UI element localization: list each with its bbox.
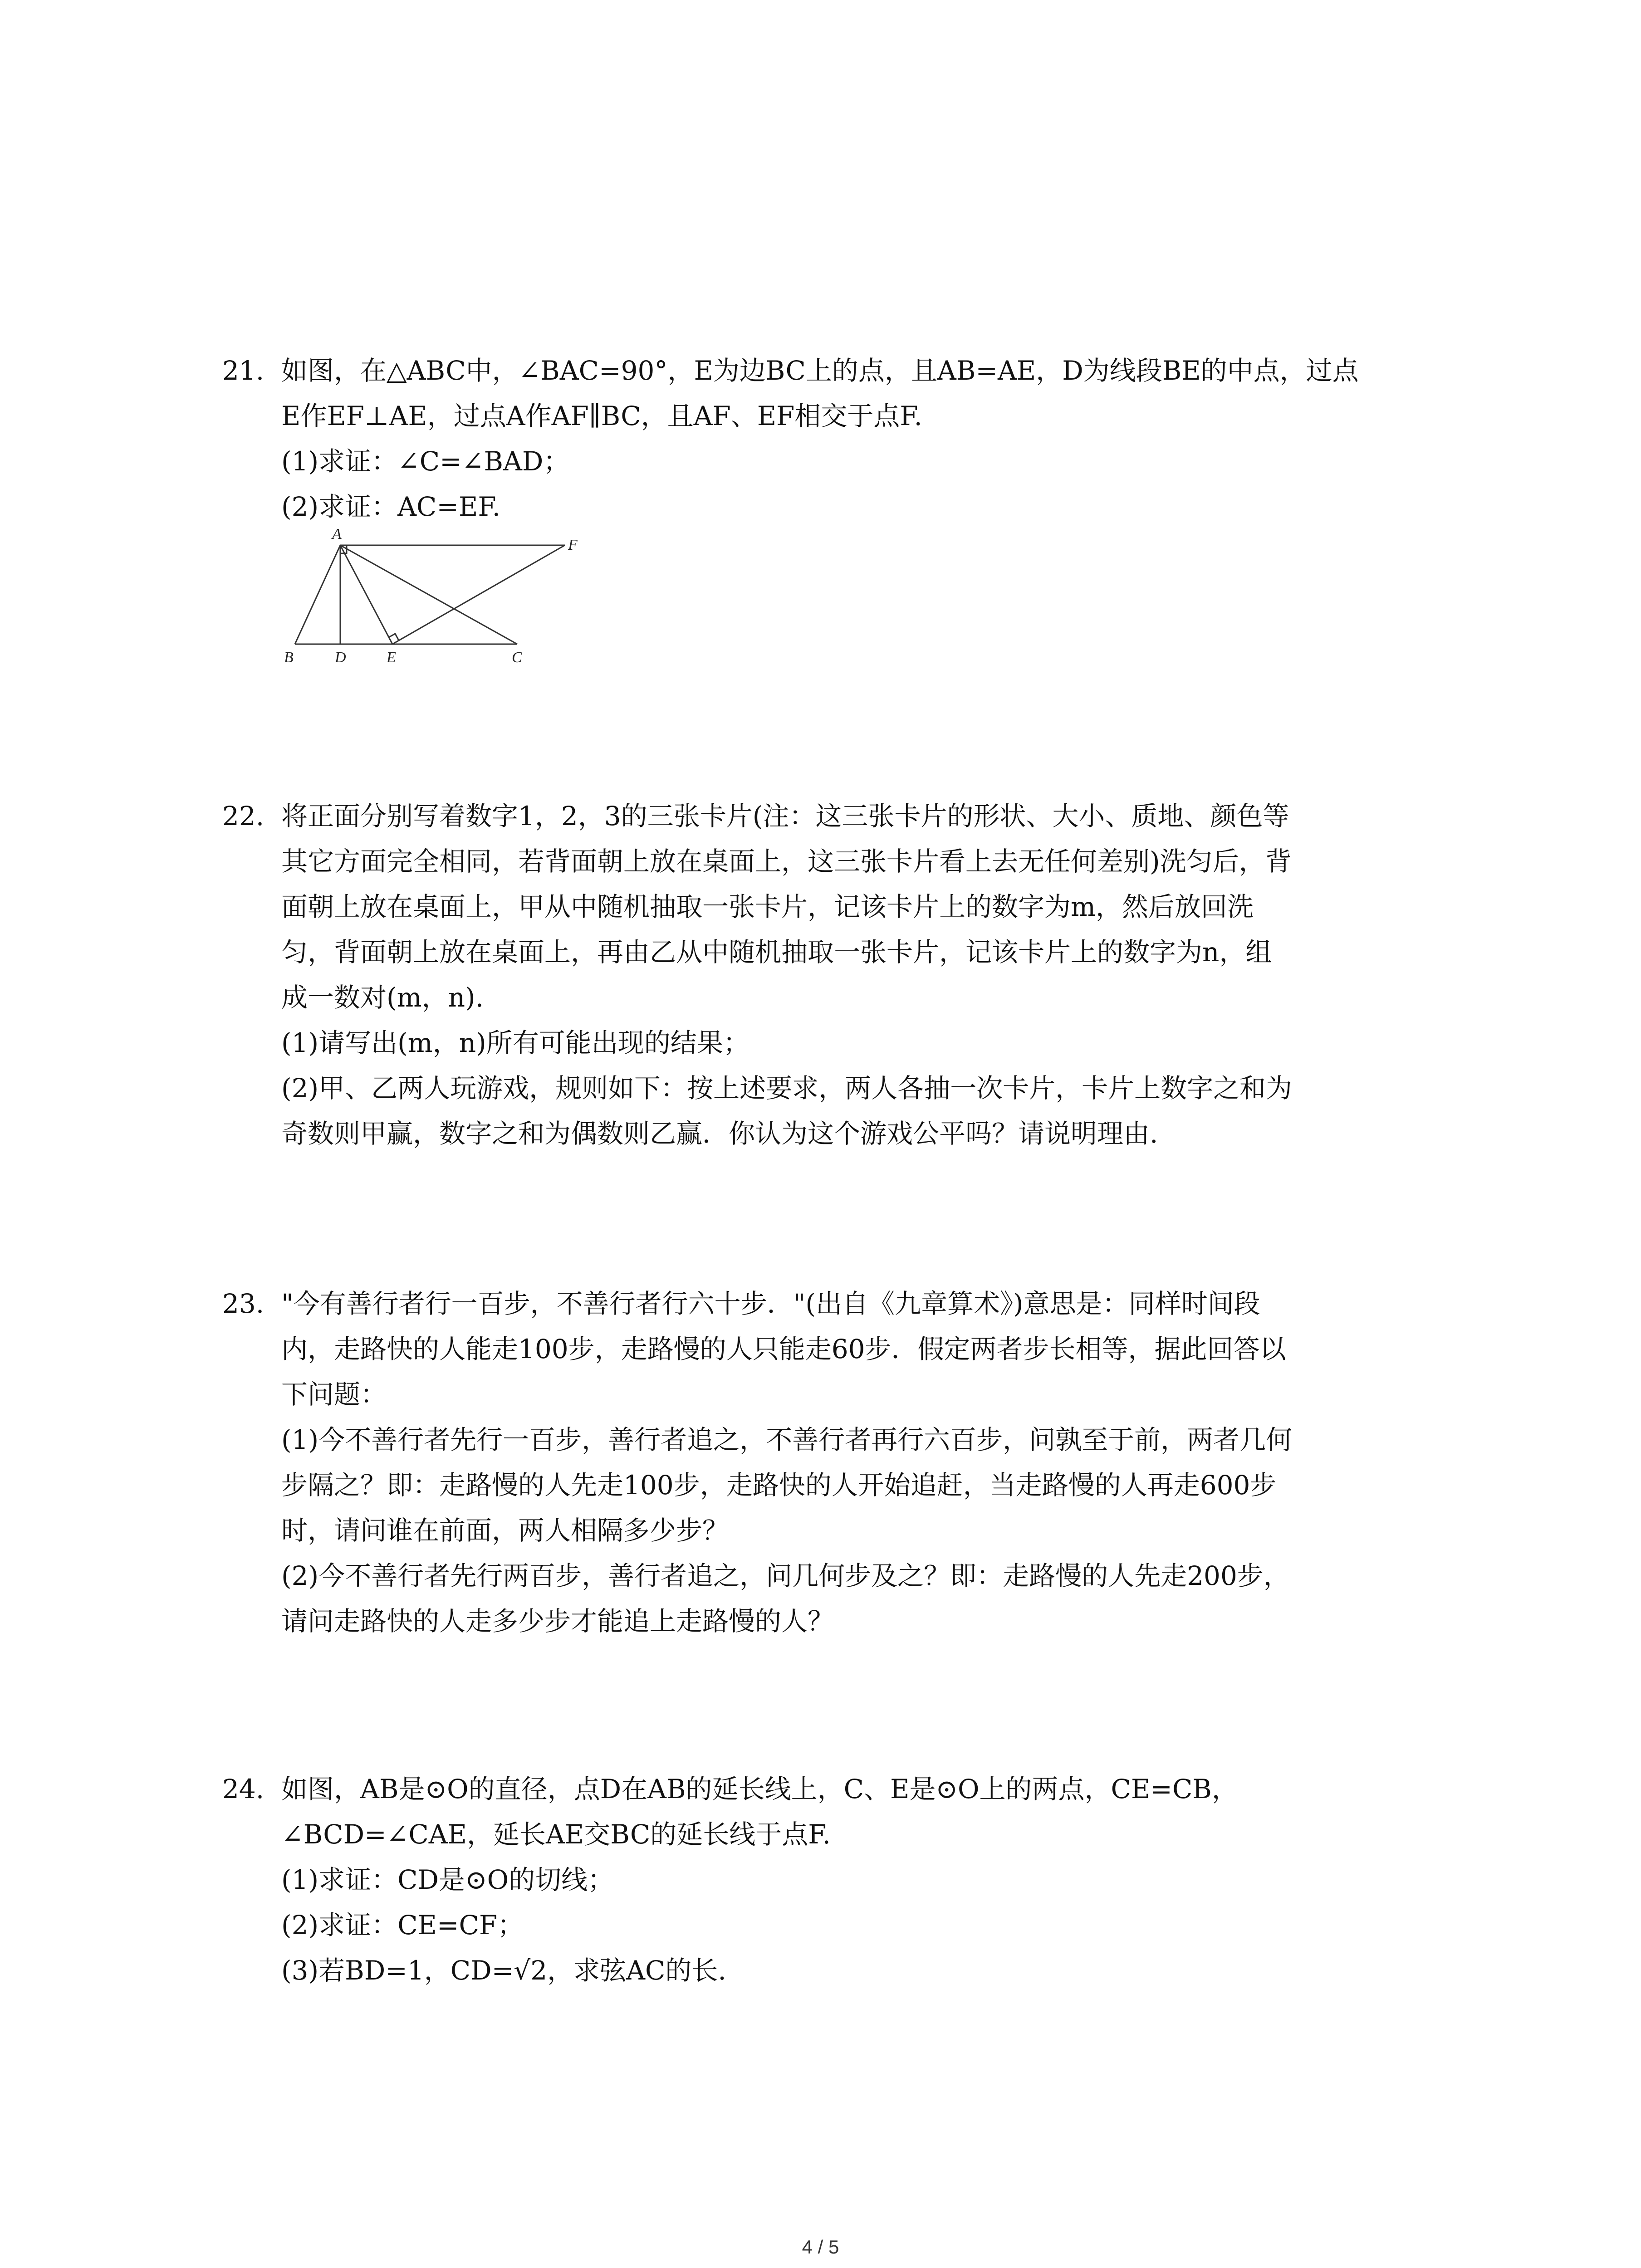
question-number: 24. (222, 1774, 265, 1804)
question-number: 22. (222, 801, 265, 831)
question-24-part-1: (1)求证：CD是⊙O的切线； (281, 1864, 614, 1895)
question-23-part-2: (2)今不善行者先行两百步，善行者追之，问几何步及之？即：走路慢的人先走200步， (281, 1560, 1290, 1591)
label-d: D (335, 649, 346, 666)
question-22-line-4: 匀，背面朝上放在桌面上，再由乙从中随机抽取一张卡片，记该卡片上的数字为n，组 (281, 937, 1272, 968)
question-24-line-2: ∠BCD=∠CAE，延长AE交BC的延长线于点F. (281, 1819, 831, 1850)
question-21-line-1: 21. 如图，在△ABC中，∠BAC=90°，E为边BC上的点，且AB=AE，D为线段BE的中点，过点 (222, 355, 1359, 386)
question-23-part-1-cont: 步隔之？即：走路慢的人先走100步，走路快的人开始追赶，当走路慢的人再走600步 (281, 1470, 1277, 1501)
page-number: 4 / 5 (802, 2236, 839, 2258)
question-23-line-3: 下问题： (281, 1379, 387, 1410)
question-23-line-2: 内，走路快的人能走100步，走路慢的人只能走60步．假定两者步长相等，据此回答以 (281, 1334, 1286, 1364)
question-23-part-1-cont-2: 时，请问谁在前面，两人相隔多少步？ (281, 1515, 729, 1546)
label-f: F (568, 537, 578, 553)
question-22-line-1: 22. 将正面分别写着数字1，2，3的三张卡片(注：这三张卡片的形状、大小、质地、颜色等 (222, 801, 1289, 831)
question-24-line-1: 24. 如图，AB是⊙O的直径，点D在AB的延长线上，C、E是⊙O上的两点，CE=CB， (222, 1774, 1238, 1804)
question-21-part-1: (1)求证：∠C=∠BAD； (281, 446, 570, 477)
question-number: 21. (222, 355, 265, 386)
question-22-line-2: 其它方面完全相同，若背面朝上放在桌面上，这三张卡片看上去无任何差别)洗匀后，背 (281, 846, 1292, 877)
question-23-line-1: 23. "今有善行者行一百步，不善行者行六十步．"(出自《九章算术》)意思是：同样时间段 (222, 1288, 1260, 1319)
label-b: B (284, 649, 294, 666)
question-22-part-2-cont: 奇数则甲赢，数字之和为偶数则乙赢．你认为这个游戏公平吗？请说明理由. (281, 1118, 1158, 1149)
question-number: 23. (222, 1288, 265, 1319)
question-22-line-5: 成一数对(m，n). (281, 982, 484, 1013)
question-21-triangle-figure (254, 522, 608, 671)
question-23-part-1: (1)今不善行者先行一百步，善行者追之，不善行者再行六百步，问孰至于前，两者几何 (281, 1424, 1293, 1455)
question-21-line-2: E作EF⊥AE，过点A作AF∥BC，且AF、EF相交于点F. (281, 401, 922, 431)
label-e: E (387, 649, 396, 666)
question-22-part-1: (1)请写出(m，n)所有可能出现的结果； (281, 1027, 749, 1058)
question-24-part-2: (2)求证：CE=CF； (281, 1910, 524, 1941)
question-22-part-2: (2)甲、乙两人玩游戏，规则如下：按上述要求，两人各抽一次卡片，卡片上数字之和为 (281, 1073, 1293, 1104)
question-21-part-2: (2)求证：AC=EF. (281, 491, 501, 522)
question-23-part-2-cont: 请问走路快的人走多少步才能追上走路慢的人？ (281, 1606, 834, 1637)
question-24-part-3: (3)若BD=1，CD=√2，求弦AC的长. (281, 1955, 726, 1986)
label-c: C (512, 649, 522, 666)
question-22-line-3: 面朝上放在桌面上，甲从中随机抽取一张卡片，记该卡片上的数字为m，然后放回洗 (281, 891, 1254, 922)
label-a: A (332, 526, 342, 543)
